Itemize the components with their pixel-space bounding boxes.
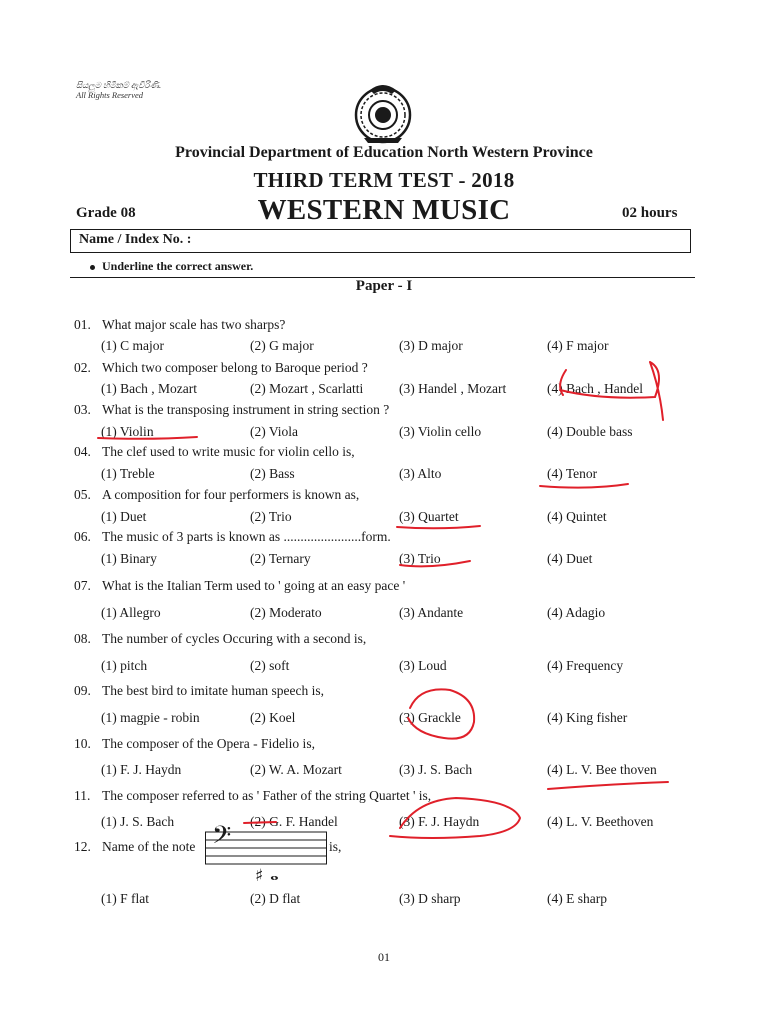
question-text-end: is, [329, 839, 342, 854]
test-title: THIRD TERM TEST - 2018 [253, 168, 515, 192]
bullet-icon [90, 265, 95, 270]
option-3[interactable]: (3) J. S. Bach [399, 762, 473, 777]
sharp-icon: ♯ [255, 866, 264, 886]
name-index-field[interactable] [70, 229, 691, 253]
option-2[interactable]: (2) G major [250, 338, 314, 353]
name-index-label: Name / Index No. : [79, 232, 192, 247]
option-3[interactable]: (3) Andante [399, 605, 464, 620]
question-number: 05. [74, 487, 91, 502]
pen-underline-q4 [540, 484, 628, 488]
rights-notice [76, 80, 161, 100]
paper-title: Paper - I [355, 278, 413, 294]
page-number: 01 [378, 950, 390, 964]
question-text: What major scale has two sharps? [102, 317, 286, 332]
question-number: 09. [74, 683, 91, 698]
bass-clef-icon: 𝄢 [212, 821, 232, 856]
rights-sinhala: සියලුම හිමිකම් ඇවිරිණි. [76, 80, 162, 90]
option-1[interactable]: (1) Binary [101, 551, 157, 566]
question-number: 03. [74, 402, 91, 417]
option-2[interactable]: (2) Bass [250, 466, 295, 481]
question-text: The clef used to write music for violin cello is, [102, 444, 355, 459]
question-text: The best bird to imitate human speech is, [102, 683, 324, 698]
option-4[interactable]: (4) Adagio [547, 605, 606, 620]
option-4[interactable]: (4) L. V. Bee thoven [547, 762, 657, 777]
option-2[interactable]: (2) Viola [250, 424, 299, 439]
question-text: The composer of the Opera - Fidelio is, [102, 736, 315, 751]
option-4[interactable]: (4) Double bass [547, 424, 633, 439]
question-text: Which two composer belong to Baroque period ? [102, 360, 368, 375]
question-number: 04. [74, 444, 91, 459]
option-4[interactable]: (4) Quintet [547, 509, 607, 524]
option-3[interactable]: (3) Loud [399, 658, 447, 673]
option-2[interactable]: (2) D flat [250, 891, 301, 906]
option-2[interactable]: (2) Koel [250, 710, 296, 725]
option-3[interactable]: (3) Handel , Mozart [399, 381, 507, 396]
option-3[interactable]: (3) Violin cello [399, 424, 482, 439]
option-3[interactable]: (3) Grackle [399, 710, 461, 725]
question-number: 02. [74, 360, 91, 375]
grade-label: Grade 08 [76, 205, 136, 221]
question-number: 11. [74, 788, 91, 803]
option-2[interactable]: (2) soft [250, 658, 290, 673]
option-1[interactable]: (1) magpie - robin [101, 710, 200, 725]
pen-underline-q5 [397, 526, 480, 528]
option-4[interactable]: (4) L. V. Beethoven [547, 814, 654, 829]
option-1[interactable]: (1) F. J. Haydn [101, 762, 182, 777]
rights-english: All Rights Reserved [76, 90, 144, 100]
question-text: Name of the note [102, 839, 196, 854]
question-text: A composition for four performers is known as, [102, 487, 360, 502]
question-text: The music of 3 parts is known as .......................form. [102, 529, 391, 544]
option-2[interactable]: (2) Moderato [250, 605, 322, 620]
option-3[interactable]: (3) Quartet [399, 509, 459, 524]
option-4[interactable]: (4) Frequency [547, 658, 624, 673]
question-number: 12. [74, 839, 91, 854]
option-2[interactable]: (2) Mozart , Scarlatti [250, 381, 364, 396]
option-3[interactable]: (3) Alto [399, 466, 442, 481]
option-1[interactable]: (1) F flat [101, 891, 149, 906]
option-3[interactable]: (3) D sharp [399, 891, 461, 906]
question-text: What is the Italian Term used to ' going at an easy pace ' [102, 578, 406, 593]
question-text: What is the transposing instrument in string section ? [102, 402, 390, 417]
pen-underline-q10 [548, 782, 668, 789]
option-2[interactable]: (2) Ternary [250, 551, 311, 566]
question-number: 01. [74, 317, 91, 332]
option-1[interactable]: (1) Duet [101, 509, 147, 524]
instruction [90, 259, 253, 274]
option-3[interactable]: (3) F. J. Haydn [399, 814, 480, 829]
option-1[interactable]: (1) C major [101, 338, 164, 353]
option-2[interactable]: (2) Trio [250, 509, 292, 524]
option-4[interactable]: (4) Bach , Handel [547, 381, 643, 396]
instruction-text: Underline the correct answer. [102, 259, 254, 273]
option-1[interactable]: (1) Violin [101, 424, 154, 439]
option-3[interactable]: (3) D major [399, 338, 463, 353]
option-4[interactable]: (4) F major [547, 338, 609, 353]
question-number: 07. [74, 578, 91, 593]
option-1[interactable]: (1) Allegro [101, 605, 161, 620]
option-4[interactable]: (4) E sharp [547, 891, 607, 906]
duration-label: 02 hours [622, 205, 678, 221]
option-1[interactable]: (1) Bach , Mozart [101, 381, 197, 396]
question-number: 10. [74, 736, 91, 751]
option-1[interactable]: (1) Treble [101, 466, 155, 481]
option-2[interactable]: (2) W. A. Mozart [250, 762, 342, 777]
question-number: 08. [74, 631, 91, 646]
option-4[interactable]: (4) Tenor [547, 466, 598, 481]
option-3[interactable]: (3) Trio [399, 551, 441, 566]
option-1[interactable]: (1) J. S. Bach [101, 814, 175, 829]
option-2[interactable]: (2) G. F. Handel [250, 814, 338, 829]
whole-note-icon: 𝅝 [270, 861, 279, 886]
subject-title: WESTERN MUSIC [257, 194, 511, 226]
department-title: Provincial Department of Education North Western Province [175, 144, 593, 161]
question-number: 06. [74, 529, 91, 544]
question-text: The composer referred to as ' Father of the string Quartet ' is, [102, 788, 432, 803]
emblem-icon [350, 80, 416, 146]
option-4[interactable]: (4) Duet [547, 551, 593, 566]
option-4[interactable]: (4) King fisher [547, 710, 628, 725]
option-1[interactable]: (1) pitch [101, 658, 148, 673]
question-text: The number of cycles Occuring with a second is, [102, 631, 367, 646]
